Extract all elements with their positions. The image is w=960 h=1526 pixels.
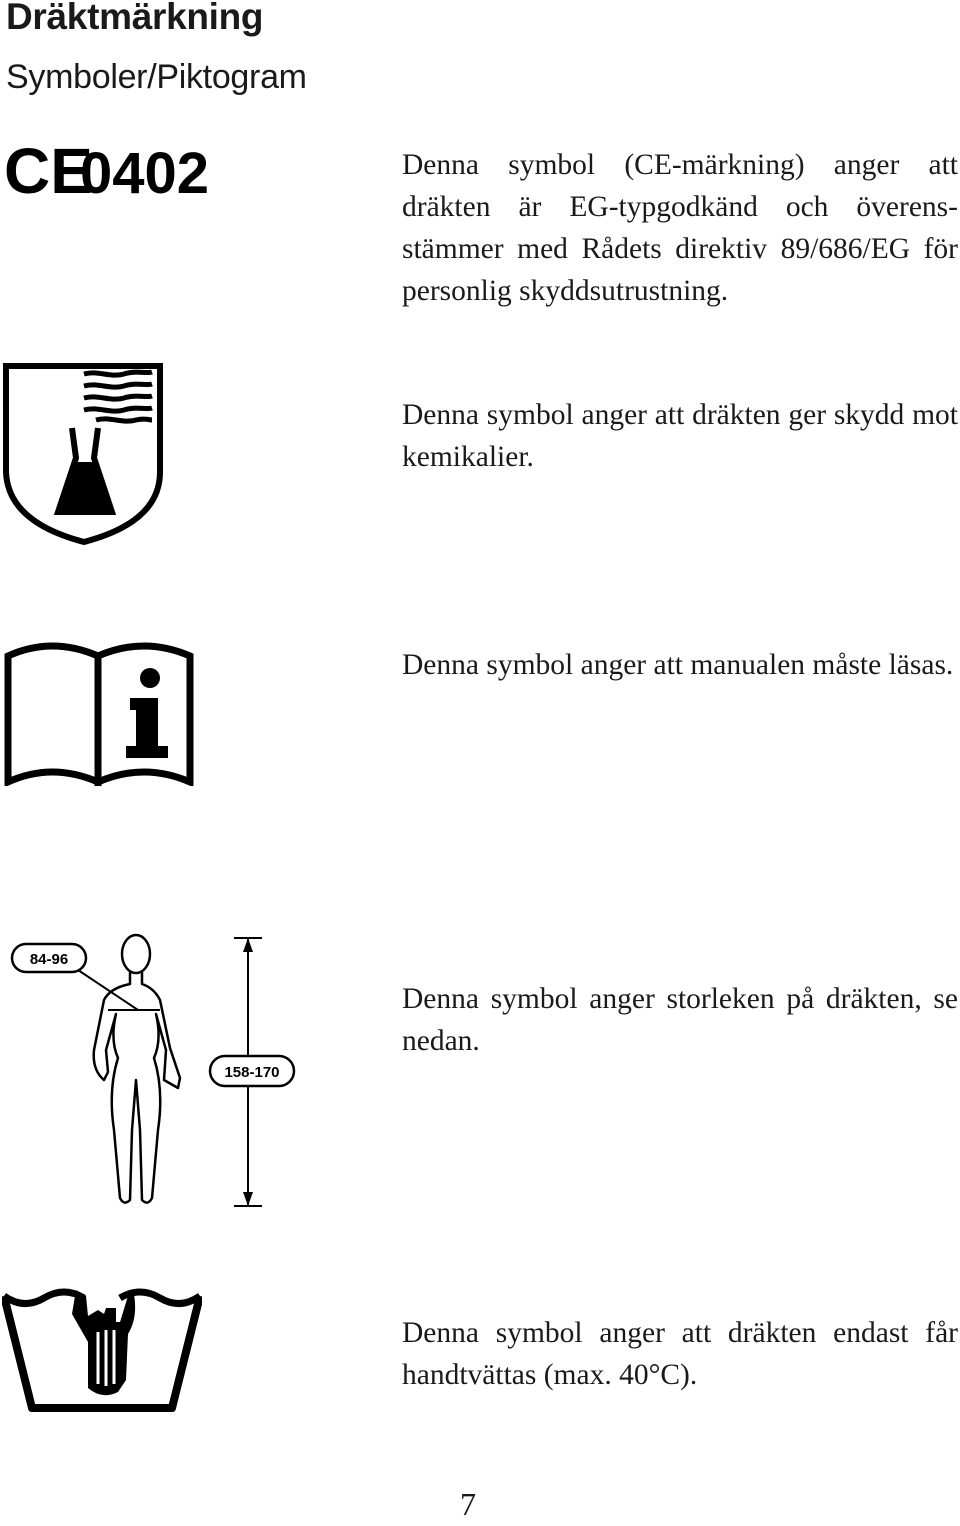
- page-title: Dräktmärkning: [6, 0, 264, 37]
- ce-marking-icon: [4, 138, 219, 206]
- page-number: 7: [460, 1486, 476, 1522]
- chemical-description: Denna symbol anger att dräkten ger skydd mot kemikalier.: [402, 399, 958, 473]
- height-range-label: 158-170: [224, 1064, 280, 1081]
- ce-number: 0402: [80, 141, 210, 206]
- chemical-protection-icon: [2, 362, 166, 546]
- hand-wash-description: Denna symbol anger att dräkten endast får handtvättas (max. 40°C).: [402, 1317, 958, 1391]
- manual-description: Denna symbol anger att manualen måste läsas.: [402, 649, 954, 681]
- size-description: Denna symbol anger storleken på dräkten, se nedan.: [402, 983, 958, 1057]
- chest-range-label: 84-96: [29, 951, 69, 968]
- ce-letters: CE: [4, 138, 93, 206]
- hand-wash-icon: [2, 1284, 202, 1414]
- page-subtitle: Symboler/Piktogram: [6, 58, 307, 96]
- ce-description: Denna symbol (CE-märkning) anger att dräkten är EG-typgodkänd och överens-stämmer med Rådets direktiv 89/686/EG för personlig skyddsutrustning.: [402, 149, 958, 307]
- size-figure-icon: [8, 930, 300, 1212]
- read-manual-icon: [4, 634, 194, 786]
